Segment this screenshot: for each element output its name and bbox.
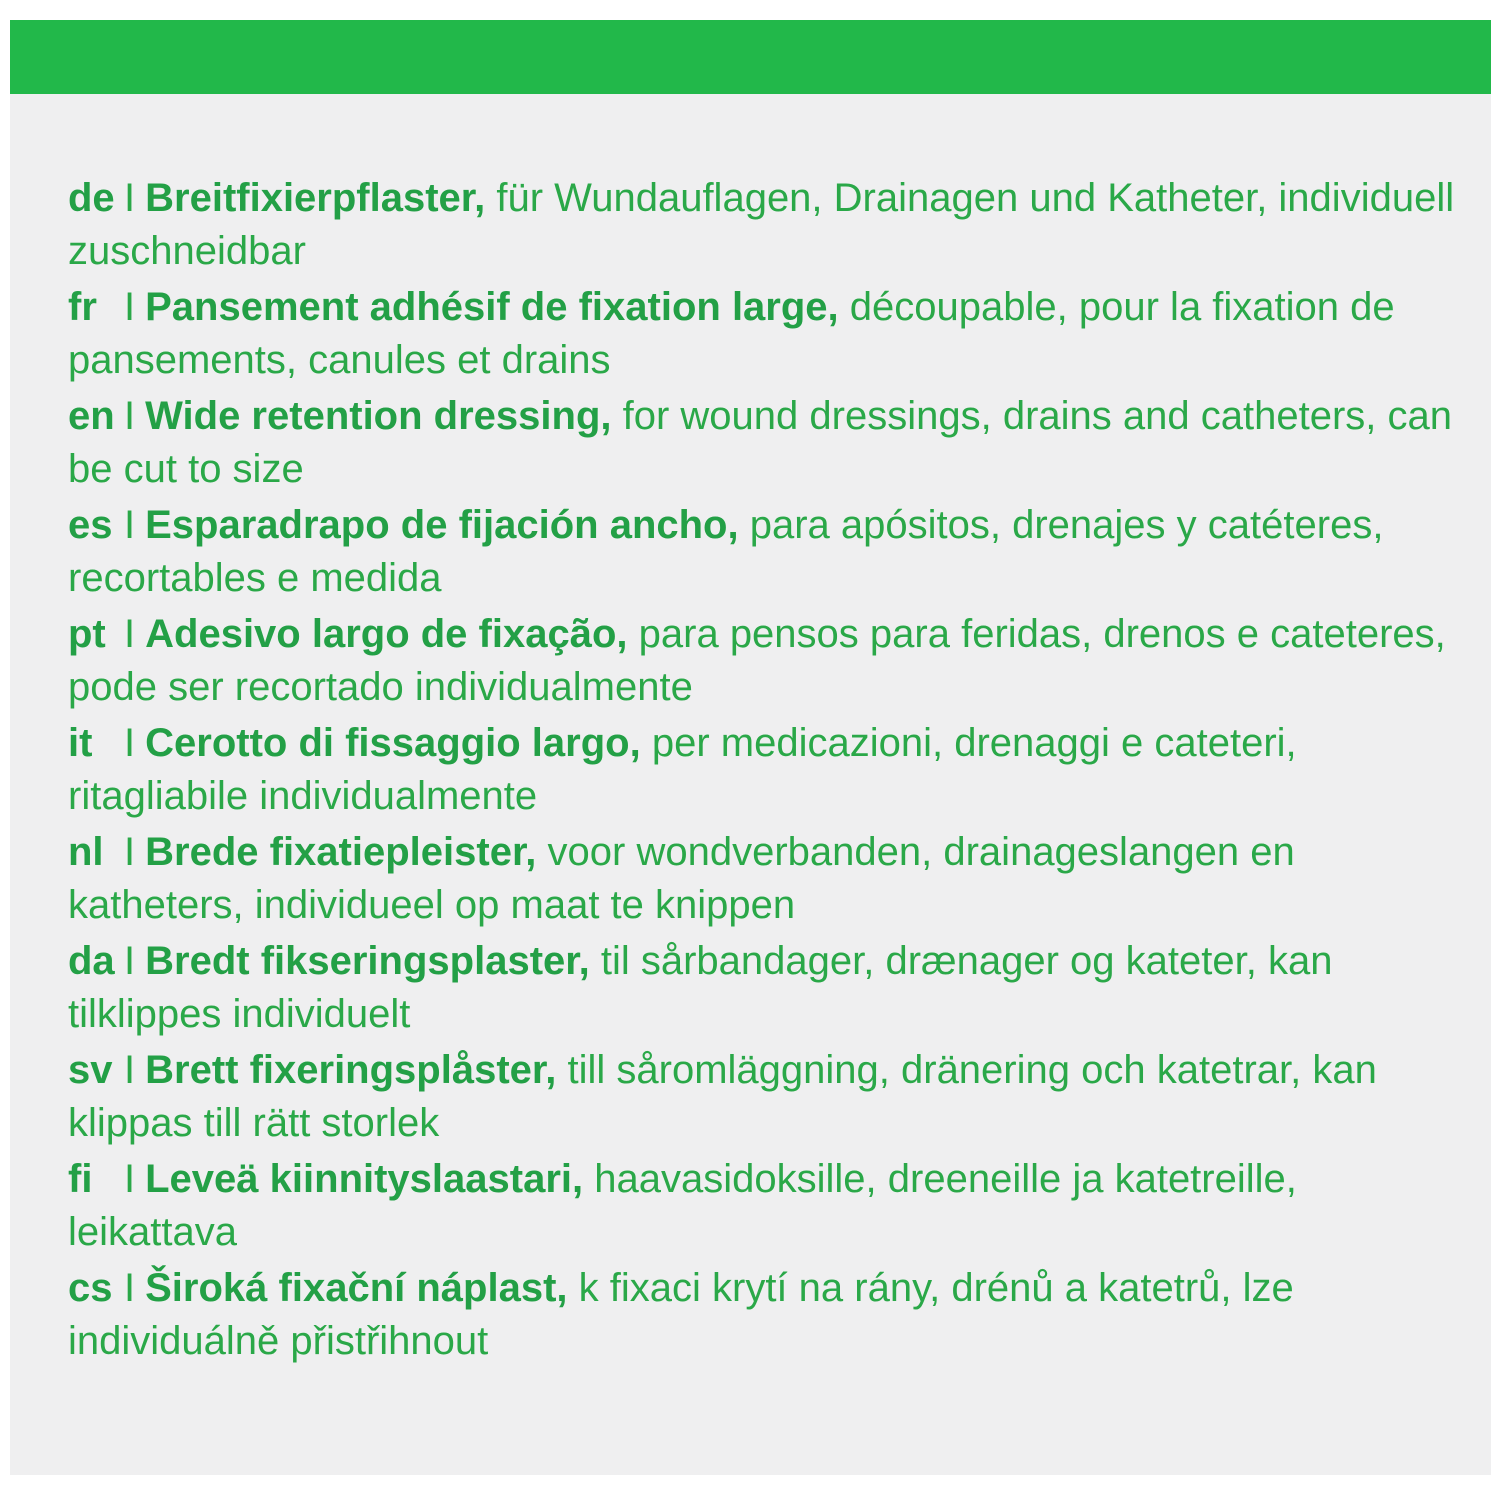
- lang-code: pt: [68, 612, 106, 656]
- separator: I: [124, 721, 136, 765]
- lang-code: sv: [68, 1048, 113, 1092]
- separator: I: [124, 1157, 136, 1201]
- lang-code: en: [68, 394, 115, 438]
- entry-de: [68, 172, 1468, 278]
- entry-it: [68, 717, 1468, 823]
- product-title: Brett fixeringsplåster,: [145, 1048, 557, 1092]
- separator: I: [124, 939, 136, 983]
- product-description: voor wondverbanden, drainageslangen en katheters, individueel op maat te knippen: [68, 830, 1295, 927]
- separator: I: [124, 612, 136, 656]
- lang-code: nl: [68, 830, 104, 874]
- product-title: Leveä kiinnityslaastari,: [145, 1157, 584, 1201]
- product-description: per medicazioni, drenaggi e cateteri, ritagliabile individualmente: [68, 721, 1297, 818]
- entry-fr: [68, 281, 1468, 387]
- lang-code: fr: [68, 285, 97, 329]
- lang-code: es: [68, 503, 113, 547]
- entry-sv: [68, 1044, 1468, 1150]
- entry-pt: [68, 608, 1468, 714]
- lang-code: fi: [68, 1157, 93, 1201]
- product-description: para pensos para feridas, drenos e cateteres, pode ser recortado individualmente: [68, 612, 1446, 709]
- separator: I: [124, 394, 136, 438]
- lang-code: de: [68, 176, 115, 220]
- product-description: til sårbandager, drænager og kateter, kan tilklippes individuelt: [68, 939, 1333, 1036]
- product-description: für Wundauflagen, Drainagen und Katheter, individuell zuschneidbar: [68, 176, 1455, 273]
- separator: I: [124, 830, 136, 874]
- product-description: para apósitos, drenajes y catéteres, recortables e medida: [68, 503, 1384, 600]
- lang-code: cs: [68, 1266, 113, 1310]
- product-description: découpable, pour la fixation de pansements, canules et drains: [68, 285, 1395, 382]
- separator: I: [124, 285, 136, 329]
- product-title: Adesivo largo de fixação,: [145, 612, 628, 656]
- product-title: Brede fixatiepleister,: [145, 830, 537, 874]
- entry-en: [68, 390, 1468, 496]
- separator: I: [124, 1266, 136, 1310]
- lang-code: it: [68, 721, 93, 765]
- entry-fi: [68, 1153, 1468, 1259]
- product-title: Breitfixierpflaster,: [145, 176, 486, 220]
- separator: I: [124, 1048, 136, 1092]
- product-description: haavasidoksille, dreeneille ja katetreille, leikattava: [68, 1157, 1297, 1254]
- product-description: k fixaci krytí na rány, drénů a katetrů, lze individuálně přistřihnout: [68, 1266, 1294, 1363]
- product-description: for wound dressings, drains and catheters, can be cut to size: [68, 394, 1452, 491]
- multilingual-description-list: [68, 172, 1468, 1371]
- product-title: Bredt fikseringsplaster,: [145, 939, 590, 983]
- product-title: Cerotto di fissaggio largo,: [145, 721, 641, 765]
- green-header-band: [10, 20, 1491, 94]
- entry-es: [68, 499, 1468, 605]
- entry-da: [68, 935, 1468, 1041]
- lang-code: da: [68, 939, 115, 983]
- package-panel: [10, 20, 1491, 1475]
- product-title: Široká fixační náplast,: [145, 1266, 568, 1310]
- entry-cs: [68, 1262, 1468, 1368]
- product-description: till såromläggning, dränering och katetrar, kan klippas till rätt storlek: [68, 1048, 1377, 1145]
- product-title: Pansement adhésif de fixation large,: [145, 285, 839, 329]
- separator: I: [124, 503, 136, 547]
- product-title: Wide retention dressing,: [145, 394, 612, 438]
- product-title: Esparadrapo de fijación ancho,: [145, 503, 739, 547]
- separator: I: [124, 176, 136, 220]
- entry-nl: [68, 826, 1468, 932]
